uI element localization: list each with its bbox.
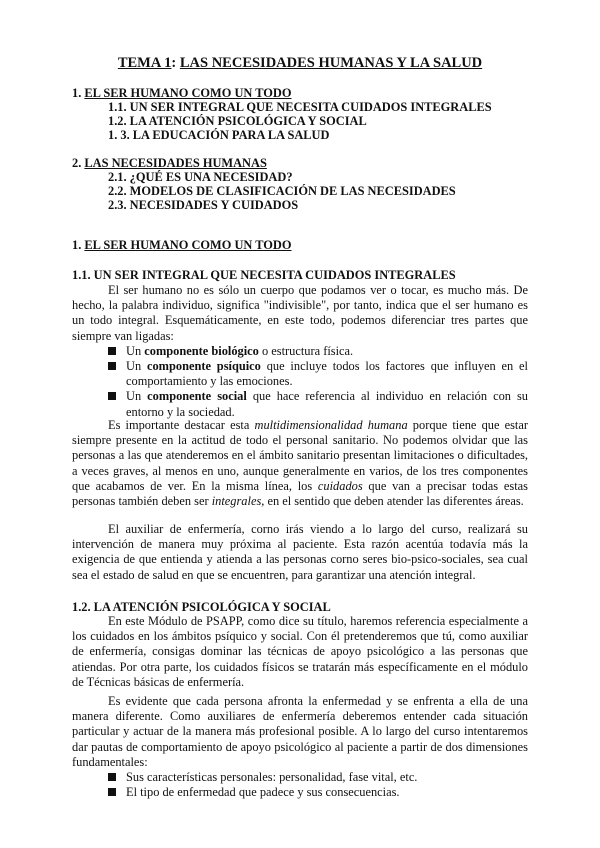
title-prefix: TEMA 1	[117, 55, 172, 71]
list-item	[108, 359, 528, 389]
list-item-term: componente psíquico	[146, 359, 261, 374]
text-run: porque tiene que estar siempre presente en la actitud de todo el personal sanitario. No podemos olvidar que las personas a las que atenderemos en el ámbito sanitario presentan limitaciones o dificultades, a veces graves, al menos en uno, aunque generalmente en varios, de los tres componentes que acabamos de ver. En la misma línea, los	[72, 418, 528, 493]
toc-item: 2.1. ¿QUÉ ES UNA NECESIDAD?	[108, 170, 293, 184]
toc-section-1	[72, 86, 292, 101]
section-1-number: 1.	[72, 238, 85, 252]
list-item-text: que incluye todos los factores que influyen en el comportamiento y las emociones.	[126, 359, 528, 389]
emphasis: cuidados	[317, 478, 363, 493]
subsection-1-1-heading: 1.1. UN SER INTEGRAL QUE NECESITA CUIDADOS INTEGRALES	[72, 268, 456, 282]
paragraph: En este Módulo de PSAPP, como dice su título, haremos referencia especialmente a los cuidados en los ámbitos psíquico y social. Con él pretenderemos que tú, como auxiliar de enfermería, consigas dominar las técnicas de apoyo psicológico a las personas que atiendas. Por otra parte, los cuidados físicos se tratarán más específicamente en el módulo de Técnicas básicas de enfermería.	[72, 614, 528, 689]
toc-section-1-label: EL SER HUMANO COMO UN TODO	[84, 86, 292, 100]
toc-section-1-number: 1.	[72, 86, 85, 100]
subsection-1-2-heading: 1.2. LA ATENCIÓN PSICOLÓGICA Y SOCIAL	[72, 600, 331, 614]
subsection-1-2-paragraph-2	[72, 694, 528, 800]
toc-item: 1. 3. LA EDUCACIÓN PARA LA SALUD	[108, 128, 330, 142]
section-1-label: EL SER HUMANO COMO UN TODO	[84, 238, 292, 252]
subsection-1-1-body	[72, 283, 528, 420]
paragraph: El ser humano no es sólo un cuerpo que podamos ver o tocar, es mucho más. De hecho, la palabra individuo, significa "indivisible", por tanto, indica que el ser humano es un todo integral. Esquemáticamente, en este todo, podemos diferenciar tres partes que siempre van ligadas:	[72, 283, 528, 343]
subsection-1-2-paragraph-1	[72, 614, 528, 690]
list-item-text: o estructura física.	[258, 343, 354, 358]
list-item-text: El tipo de enfermedad que padece y sus consecuencias.	[126, 785, 400, 800]
subsection-1-1-paragraph-3	[72, 522, 528, 583]
toc-item: 2.2. MODELOS DE CLASIFICACIÓN DE LAS NECESIDADES	[108, 184, 456, 198]
toc-item: 2.3. NECESIDADES Y CUIDADOS	[108, 198, 299, 212]
square-bullet-icon	[108, 773, 116, 781]
square-bullet-icon	[108, 347, 116, 355]
emphasis: multidimensionalidad humana	[254, 418, 408, 432]
emphasis: integrales,	[211, 494, 265, 509]
title-main: LAS NECESIDADES HUMANAS Y LA SALUD	[179, 55, 483, 71]
list-item-term: componente biológico	[144, 343, 259, 358]
text-run: en el sentido que deben atender las diferentes áreas.	[264, 494, 524, 509]
list-item	[108, 785, 528, 800]
text-run: Es importante destacar esta	[108, 418, 255, 432]
list-item-term: componente social	[147, 389, 247, 404]
paragraph	[72, 418, 528, 509]
square-bullet-icon	[108, 392, 116, 400]
list-item	[108, 770, 528, 785]
section-1-heading	[72, 238, 292, 253]
toc-item: 1.2. LA ATENCIÓN PSICOLÓGICA Y SOCIAL	[108, 114, 367, 128]
paragraph: Es evidente que cada persona afronta la enfermedad y se enfrenta a ella de una manera diferente. Como auxiliares de enfermería deberemos entender cada situación particular y actuar de la manera más profesional posible. A lo largo del curso intentaremos dar pautas de comportamiento de apoyo psicológico al paciente a partir de dos dimensiones fundamentales:	[72, 694, 528, 769]
square-bullet-icon	[108, 788, 116, 796]
toc-item: 1.1. UN SER INTEGRAL QUE NECESITA CUIDADOS INTEGRALES	[108, 100, 492, 114]
list-item	[108, 389, 528, 419]
page-title	[0, 56, 600, 71]
toc-section-2-number: 2.	[72, 156, 85, 170]
dimension-list	[72, 770, 528, 800]
list-item-text: Un	[126, 359, 147, 374]
list-item	[108, 344, 528, 359]
toc-section-2-label: LAS NECESIDADES HUMANAS	[84, 156, 267, 170]
list-item-text: Sus características personales: personalidad, fase vital, etc.	[126, 770, 418, 785]
list-item-text: que hace referencia al individuo en relación con su entorno y la sociedad.	[126, 389, 528, 419]
title-separator: :	[171, 55, 180, 71]
square-bullet-icon	[108, 362, 116, 370]
paragraph: El auxiliar de enfermería, corno irás viendo a lo largo del curso, realizará su intervención de manera muy próxima al paciente. Esta razón acentúa todavía más la exigencia de que entienda y atienda a las personas corno seres bio-psico-sociales, sea cual sea el estado de salud en que se encuentren, para garantizar una atención integral.	[72, 522, 528, 582]
component-list	[72, 344, 528, 420]
list-item-text: Un	[126, 389, 148, 404]
subsection-1-1-paragraph-2	[72, 418, 528, 509]
toc-section-2	[72, 156, 267, 171]
text-run: que van a precisar todas estas personas también deben ser	[72, 478, 528, 509]
list-item-text: Un	[126, 343, 145, 358]
